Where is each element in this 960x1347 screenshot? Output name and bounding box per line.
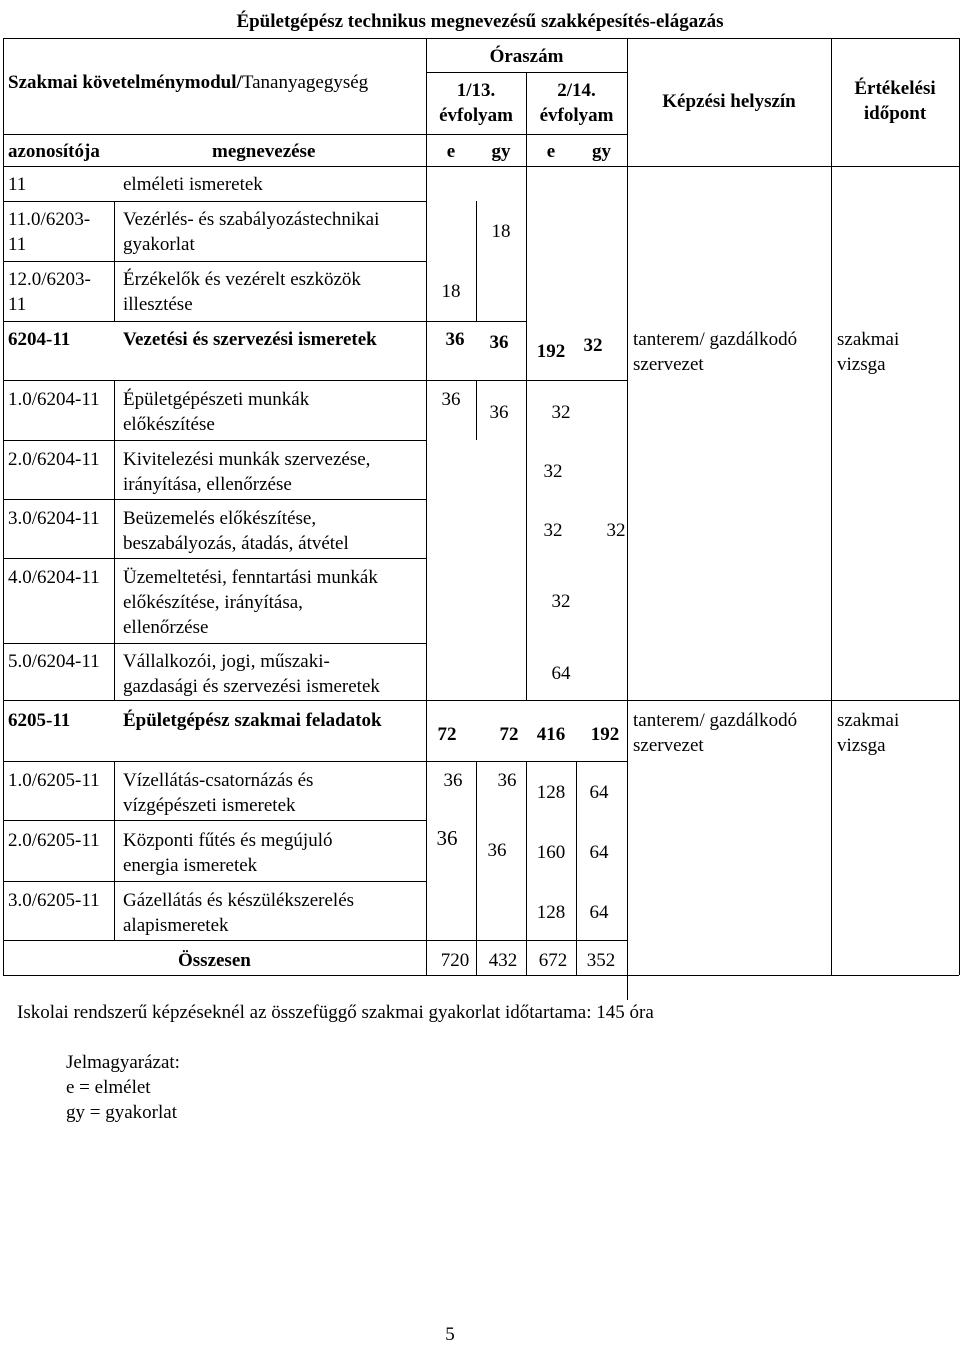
module-gy2: 192 [590,724,620,745]
row-id: 3.0/6204-11 [8,508,100,529]
year1-header-b: évfolyam [439,105,513,126]
row-id-cont: 11 [8,294,27,315]
row-id: 2.0/6204-11 [8,449,100,470]
year1-header-a: 1/13. [456,80,496,101]
row-id: 1.0/6205-11 [8,770,100,791]
row-name: Üzemeltetési, fenntartási munkák [123,567,378,588]
row-name: Beüzemelés előkészítése, [123,508,317,529]
module-location-cont: szervezet [633,354,704,375]
row-id: 5.0/6204-11 [8,651,100,672]
total-e2: 672 [538,950,568,971]
module-evaluation: szakmai [837,329,900,350]
module-e1: 72 [437,724,457,745]
module-e1: 36 [445,329,465,350]
id-column-header: azonosítója [8,141,100,162]
row-name: Épületgépészeti munkák [123,389,310,410]
group-id: 11 [8,174,27,195]
row-gy2: 64 [589,782,609,803]
row-e2: 32 [543,461,563,482]
row-name-cont: vízgépészeti ismeretek [123,795,296,816]
module-id: 6205-11 [8,710,71,731]
row-e1: 18 [441,281,461,302]
row-id: 11.0/6203- [8,209,91,230]
row-name-cont: előkészítése, irányítása, [123,592,303,613]
module-label-rest: Tananyagegység [241,72,369,93]
module-gy1: 72 [499,724,519,745]
gy2-header: gy [592,141,611,162]
module-label-bold: Szakmai követelménymodul/ [8,72,242,93]
module-id: 6204-11 [8,329,71,350]
row-gy1: 18 [491,221,511,242]
document-title: Épületgépész technikus megnevezésű szakképesítés-elágazás [236,11,724,32]
row-e1: 36 [441,389,461,410]
total-gy1: 432 [488,950,518,971]
row-name: Gázellátás és készülékszerelés [123,890,355,911]
name-column-header: megnevezése [212,141,316,162]
row-e1: 36 [436,826,458,850]
row-name-cont: gyakorlat [123,234,195,255]
row-id: 2.0/6205-11 [8,830,100,851]
row-name: Kivitelezési munkák szervezése, [123,449,371,470]
row-id: 12.0/6203- [8,269,91,290]
module-evaluation-cont: vizsga [837,735,886,756]
year2-header-a: 2/14. [557,80,596,101]
module-location-cont: szervezet [633,735,704,756]
module-gy2: 32 [583,335,603,356]
legend-e: e = elmélet [66,1077,151,1098]
row-name-cont: gazdasági és szervezési ismeretek [123,676,380,697]
module-location: tanterem/ gazdálkodó [633,710,798,731]
evaluation-header-b: időpont [863,103,927,124]
legend-title: Jelmagyarázat: [66,1052,180,1073]
group-name: elméleti ismeretek [123,174,263,195]
row-name: Vízellátás-csatornázás és [123,770,314,791]
row-e2: 32 [543,520,563,541]
row-name-cont: alapismeretek [123,915,229,936]
row-gy2: 64 [589,842,609,863]
e2-header: e [546,141,556,162]
practice-duration-note: Iskolai rendszerű képzéseknél az összefüggő szakmai gyakorlat időtartama: 145 óra [17,1002,654,1023]
module-evaluation-cont: vizsga [837,354,886,375]
total-label: Összesen [178,950,251,971]
row-id: 1.0/6204-11 [8,389,100,410]
module-location: tanterem/ gazdálkodó [633,329,798,350]
row-name-cont: irányítása, ellenőrzése [123,474,292,495]
row-name-cont: beszabályozás, átadás, átvétel [123,533,349,554]
row-gy1: 36 [489,402,509,423]
module-name: Épületgépész szakmai feladatok [123,710,382,731]
row-id: 3.0/6205-11 [8,890,100,911]
total-gy2: 352 [586,950,616,971]
gy1-header: gy [491,141,511,162]
row-gy2: 32 [606,520,626,541]
location-header: Képzési helyszín [662,91,796,112]
module-e2: 416 [536,724,566,745]
row-name: Érzékelők és vezérelt eszközök [123,269,361,290]
row-e2: 32 [551,591,571,612]
module-name: Vezetési és szervezési ismeretek [123,329,377,350]
row-name-cont: előkészítése [123,414,215,435]
row-e2: 32 [551,402,571,423]
module-evaluation: szakmai [837,710,900,731]
row-gy1: 36 [497,770,517,791]
row-gy2: 64 [589,902,609,923]
row-e2: 160 [536,842,566,863]
module-column-header [8,70,368,95]
row-name: Vállalkozói, jogi, műszaki- [123,651,330,672]
total-e1: 720 [440,950,470,971]
row-e2: 128 [536,782,566,803]
row-name-cont: ellenőrzése [123,617,209,638]
page-number: 5 [445,1324,455,1345]
row-name-cont: illesztése [123,294,193,315]
row-e2: 64 [551,663,571,684]
module-gy1: 36 [489,332,509,353]
row-e2: 128 [536,902,566,923]
row-gy1: 36 [487,840,507,861]
row-e1: 36 [443,770,463,791]
row-id-cont: 11 [8,234,27,255]
evaluation-header-a: Értékelési [854,78,936,99]
row-name: Vezérlés- és szabályozástechnikai [123,209,380,230]
row-name: Központi fűtés és megújuló [123,830,333,851]
module-e2: 192 [536,341,566,362]
row-id: 4.0/6204-11 [8,567,100,588]
year2-header-b: évfolyam [539,105,614,126]
e1-header: e [446,141,456,162]
legend-gy: gy = gyakorlat [66,1102,177,1123]
row-name-cont: energia ismeretek [123,855,258,876]
oraszam-header: Óraszám [489,46,564,67]
